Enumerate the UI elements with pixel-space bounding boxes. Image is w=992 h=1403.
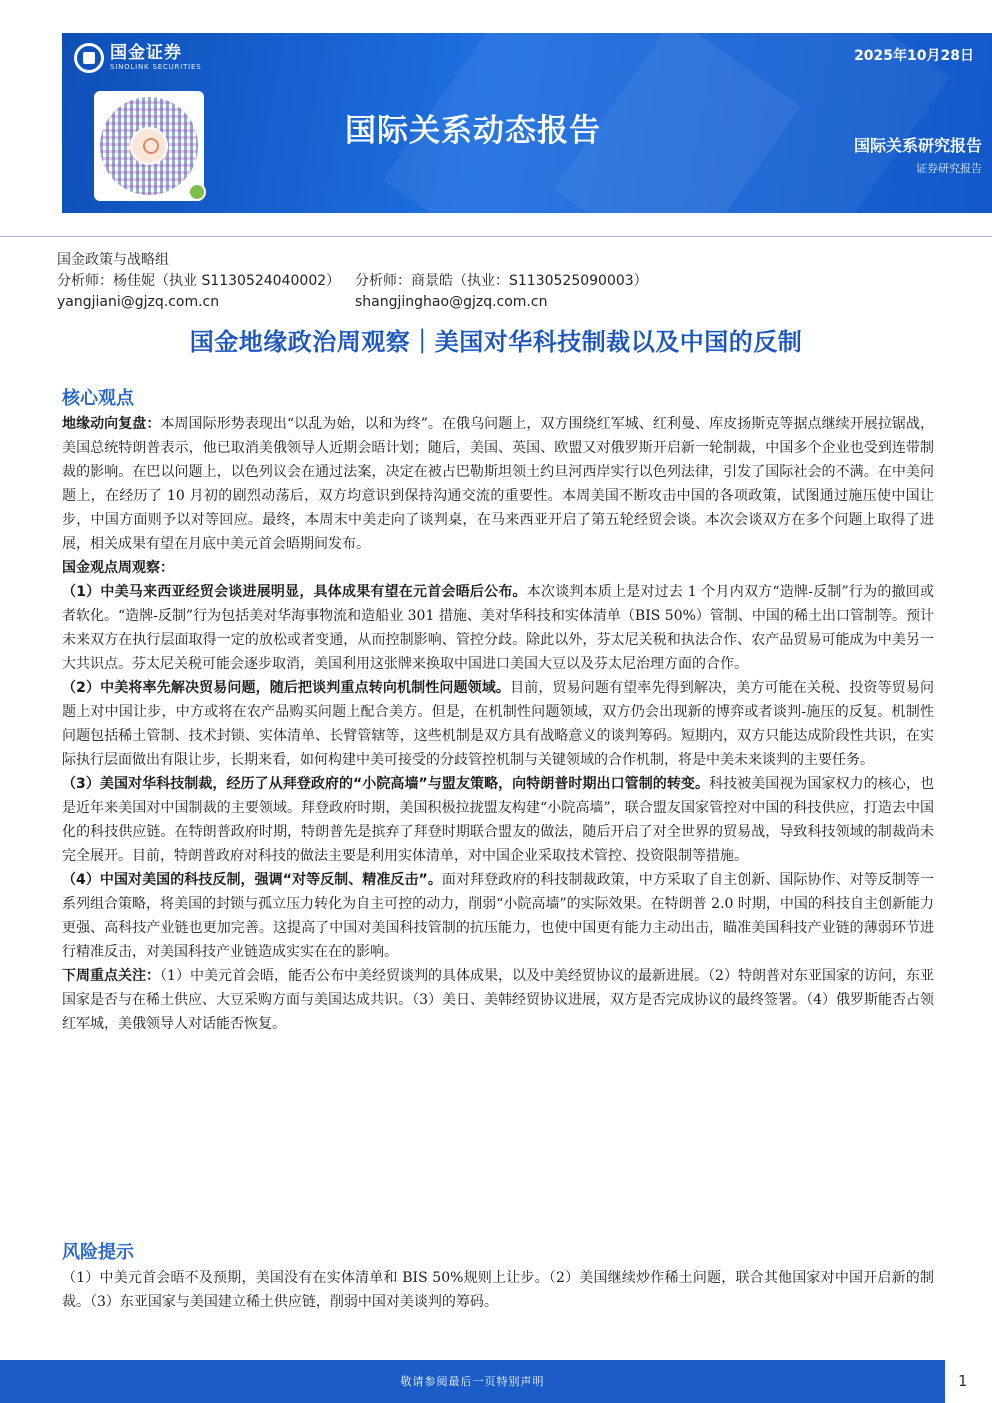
analyst-2: 分析师：商景皓（执业：S1130525090003） — [355, 273, 648, 289]
core-views-body — [62, 412, 934, 1036]
paragraph-label-views — [62, 556, 934, 580]
logo-icon — [74, 43, 104, 73]
research-group: 国金政策与战略组 — [57, 252, 169, 268]
next-week-text: （1）中美元首会晤，能否公布中美经贸谈判的具体成果，以及中美经贸协议的最新进展。（2）特朗普对东亚国家的访问，东亚国家是否与在稀土供应、大豆采购方面与美国达成共识。（3）美日、美韩经贸协议进展，双方是否完成协议的最终签署。（4）俄罗斯能否占领红军城，美俄领导人对话能否恢复。 — [62, 968, 935, 1032]
logo-name-cn: 国金证券 — [110, 43, 182, 63]
analyst-1: 分析师：杨佳妮（执业 S1130524040002） — [57, 273, 341, 289]
report-date: 2025年10月28日 — [854, 48, 974, 64]
report-header-banner — [62, 33, 992, 213]
company-logo — [74, 43, 201, 73]
header-divider — [0, 236, 992, 237]
view-item-4: （4）中国对美国的科技反制，强调“对等反制、精准反击”。面对拜登政府的科技制裁政策，中方采取了自主创新、国际协作、对等反制等一系列组合策略，将美国的封锁与孤立压力转化为自主可控的动力，削弱“小院高墙”的实际效果。在特朗普 2.0 时期，中国的科技自主创新能力更强、高科技产业链也更加完善。这提高了中国对美国科技管制的抗压能力，也使中国更有能力主动出击，瞄准美国科技产业链的薄弱环节进行精准反击，对美国科技产业链造成实实在在的影响。 — [62, 872, 934, 960]
page-number: 1 — [958, 1372, 968, 1390]
paragraph-review — [62, 412, 934, 556]
report-category: 国际关系研究报告 — [853, 136, 982, 155]
report-subcategory: 证券研究报告 — [916, 162, 982, 175]
views-label: 国金观点周观察： — [62, 560, 174, 576]
view-item-1: （1）中美马来西亚经贸会谈进展明显，具体成果有望在元首会晤后公布。本次谈判本质上是对过去 1 个月内双方“造牌-反制”行为的撤回或者软化。“造牌-反制”行为包括美对华海事物流和造船业 301 措施、美对华科技和实体清单（BIS 50%）管制、中国的稀土出口管制等。预计未来双方在执行层面取得一定的放松或者变通，从而控制影响、管控分歧。除此以外，芬太尼关税和执法合作、农产品贸易可能成为中美另一大共识点。芬太尼关税可能会逐步取消，美国利用这张牌来换取中国进口美国大豆以及芬太尼治理方面的合作。 — [62, 584, 934, 672]
view-item-3: （3）美国对华科技制裁，经历了从拜登政府的“小院高墙”与盟友策略，向特朗普时期出口管制的转变。科技被美国视为国家权力的核心，也是近年来美国对中国制裁的主要领域。拜登政府时期，美国积极拉拢盟友构建“小院高墙”，联合盟友国家管控对中国的科技供应，打造去中国化的科技供应链。在特朗普政府时期，特朗普先是摈弃了拜登时期联合盟友的做法，随后开启了对全世界的贸易战，导致科技领域的制裁尚未完全展开。目前，特朗普政府对科技的做法主要是利用实体清单，对中国企业采取技术管控、投资限制等措施。 — [62, 776, 934, 864]
core-views-heading: 核心观点 — [62, 388, 134, 409]
report-title: 国金地缘政治周观察｜美国对华科技制裁以及中国的反制 — [189, 328, 803, 356]
analyst-1-email[interactable]: yangjiani@gjzq.com.cn — [57, 294, 220, 310]
footer-disclaimer: 敬请参阅最后一页特别声明 — [0, 1360, 945, 1403]
risk-heading: 风险提示 — [62, 1242, 134, 1263]
next-week-label: 下周重点关注： — [62, 968, 161, 984]
review-text: 本周国际形势表现出“以乱为始，以和为终”。在俄乌问题上，双方围绕红军城、红利曼、库皮扬斯克等据点继续开展拉锯战，美国总统特朗普表示，他已取消美俄领导人近期会晤计划；随后，美国、英国、欧盟又对俄罗斯开启新一轮制裁，中国多个企业也受到连带制裁的影响。在巴以问题上，以色列议会在通过法案，决定在被占巴勒斯坦领土约旦河西岸实行以色列法律，引发了国际社会的不满。在中美问题上，在经历了 10 月初的剧烈动荡后，双方均意识到保持沟通交流的重要性。本周美国不断攻击中国的各项政策，试图通过施压使中国让步，中国方面则予以对等回应。最终，本周末中美走向了谈判桌，在马来西亚开启了第五轮经贸会谈。本次会谈双方在多个问题上取得了进展，相关成果有望在月底中美元首会晤期间发布。 — [62, 416, 935, 552]
analyst-2-email[interactable]: shangjinghao@gjzq.com.cn — [355, 294, 548, 310]
author-info — [57, 250, 648, 313]
qr-code-icon — [94, 91, 204, 201]
logo-name-en: SINOLINK SECURITIES — [110, 63, 202, 71]
risk-text: （1）中美元首会晤不及预期，美国没有在实体清单和 BIS 50%规则上让步。（2）美国继续炒作稀土问题，联合其他国家对中国开启新的制裁。（3）东亚国家与美国建立稀土供应链，削弱中国对美谈判的筹码。 — [62, 1270, 934, 1310]
review-label: 地缘动向复盘： — [62, 416, 161, 432]
risk-body — [62, 1266, 934, 1314]
report-type-title: 国际关系动态报告 — [345, 113, 601, 149]
view-item-2: （2）中美将率先解决贸易问题，随后把谈判重点转向机制性问题领域。目前，贸易问题有望率先得到解决，美方可能在关税、投资等贸易问题上对中国让步，中方或将在农产品购买问题上配合美方。但是，在机制性问题领域，双方仍会出现新的博弈或者谈判-施压的反复。机制性问题包括稀土管制、技术封锁、实体清单、长臂管辖等，这些机制是双方具有战略意义的谈判筹码。短期内，双方只能达成阶段性共识，在实际执行层面做出有限让步，长期来看，如何构建中美可接受的分歧管控机制与关键领域的合作机制，将是中美未来谈判的主要任务。 — [62, 680, 934, 768]
paragraph-next-week — [62, 964, 934, 1036]
